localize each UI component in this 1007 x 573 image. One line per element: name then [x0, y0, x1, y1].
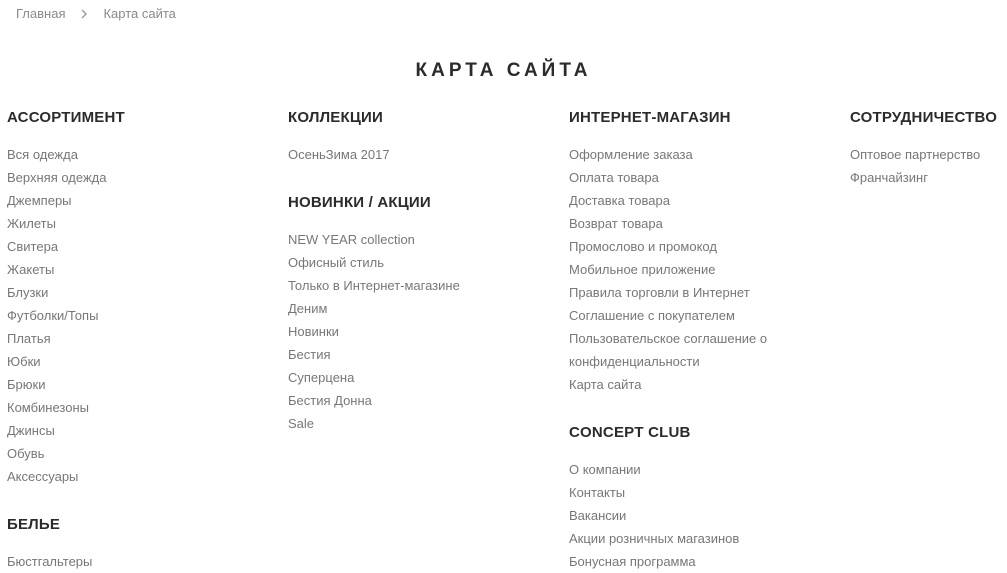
section-links — [569, 143, 829, 396]
section-title: CONCEPT CLUB — [569, 424, 691, 441]
list-item — [569, 481, 829, 504]
sitemap-link[interactable]: Пользовательское соглашение о — [569, 331, 768, 346]
sitemap-link[interactable]: Блузки — [7, 285, 49, 300]
sitemap-column-3 — [569, 108, 829, 573]
sitemap-link[interactable]: Платья — [7, 331, 51, 346]
section-title: АССОРТИМЕНТ — [7, 109, 125, 126]
sitemap-link[interactable]: О компании — [569, 462, 641, 477]
list-item — [7, 396, 267, 419]
list-item — [569, 166, 829, 189]
breadcrumb-current: Карта сайта — [103, 6, 176, 21]
page-title: КАРТА САЙТА — [415, 59, 592, 81]
sitemap-link[interactable]: Возврат товара — [569, 216, 663, 231]
sitemap-link[interactable]: Офисный стиль — [288, 255, 385, 270]
list-item — [7, 550, 267, 573]
list-item — [569, 373, 829, 396]
list-item — [7, 212, 267, 235]
sitemap-section — [850, 108, 1007, 189]
list-item — [288, 389, 548, 412]
section-title: НОВИНКИ / АКЦИИ — [288, 194, 431, 211]
list-item — [569, 527, 829, 550]
list-item — [7, 143, 267, 166]
list-item — [569, 550, 829, 573]
list-item — [288, 251, 548, 274]
list-item — [288, 297, 548, 320]
list-item — [7, 235, 267, 258]
list-item — [569, 143, 829, 166]
sitemap-link[interactable]: Оформление заказа — [569, 147, 693, 162]
list-item — [7, 258, 267, 281]
list-item — [288, 143, 548, 166]
section-links — [288, 143, 548, 166]
section-links — [7, 143, 267, 488]
sitemap-link[interactable]: Бонусная программа — [569, 554, 696, 569]
breadcrumb — [16, 6, 176, 21]
sitemap-link[interactable]: Sale — [288, 416, 315, 431]
list-item — [569, 504, 829, 527]
sitemap-link[interactable]: Доставка товара — [569, 193, 670, 208]
sitemap-link[interactable]: ОсеньЗима 2017 — [288, 147, 390, 162]
section-title: БЕЛЬЕ — [7, 516, 61, 533]
list-item — [7, 166, 267, 189]
sitemap-link[interactable]: Джемперы — [7, 193, 72, 208]
section-title: КОЛЛЕКЦИИ — [288, 109, 383, 126]
sitemap-link[interactable]: Новинки — [288, 324, 339, 339]
list-item — [288, 228, 548, 251]
sitemap-link[interactable]: Свитера — [7, 239, 59, 254]
list-item — [288, 320, 548, 343]
sitemap-link[interactable]: Промослово и промокод — [569, 239, 717, 254]
sitemap-link[interactable]: Франчайзинг — [850, 170, 928, 185]
sitemap-section — [569, 108, 829, 396]
sitemap-link[interactable]: Мобильное приложение — [569, 262, 716, 277]
list-item — [7, 304, 267, 327]
sitemap-section — [288, 108, 548, 166]
sitemap-link[interactable]: Жакеты — [7, 262, 55, 277]
sitemap-section — [7, 515, 267, 573]
sitemap-link[interactable]: Джинсы — [7, 423, 55, 438]
sitemap-column-4 — [850, 108, 1007, 189]
sitemap-link[interactable]: Комбинезоны — [7, 400, 89, 415]
sitemap-link[interactable]: Футболки/Топы — [7, 308, 99, 323]
list-item — [288, 343, 548, 366]
list-item — [569, 458, 829, 481]
sitemap-link[interactable]: Брюки — [7, 377, 46, 392]
list-item — [569, 235, 829, 258]
sitemap-link[interactable]: Суперцена — [288, 370, 355, 385]
list-item — [569, 327, 829, 350]
list-item — [569, 258, 829, 281]
sitemap-link[interactable]: Обувь — [7, 446, 45, 461]
list-item — [850, 143, 1007, 166]
breadcrumb-home-link[interactable]: Главная — [16, 6, 66, 21]
sitemap-link[interactable]: Вся одежда — [7, 147, 78, 162]
sitemap-link[interactable]: Акции розничных магазинов — [569, 531, 740, 546]
sitemap-link[interactable]: Бестия — [288, 347, 331, 362]
sitemap-link[interactable]: Аксессуары — [7, 469, 79, 484]
list-item — [569, 304, 829, 327]
sitemap-link[interactable]: конфиденциальности — [569, 354, 700, 369]
sitemap-section — [569, 423, 829, 573]
sitemap-link[interactable]: Верхняя одежда — [7, 170, 107, 185]
list-item — [7, 419, 267, 442]
list-item — [569, 189, 829, 212]
sitemap-link[interactable]: Бестия Донна — [288, 393, 372, 408]
list-item — [7, 373, 267, 396]
sitemap-link[interactable]: Оптовое партнерство — [850, 147, 981, 162]
list-item — [569, 281, 829, 304]
sitemap-link[interactable]: Карта сайта — [569, 377, 642, 392]
section-links — [7, 550, 267, 573]
section-links — [850, 143, 1007, 189]
sitemap-link[interactable]: Деним — [288, 301, 328, 316]
sitemap-column-1 — [7, 108, 267, 573]
list-item — [7, 465, 267, 488]
sitemap-link[interactable]: Оплата товара — [569, 170, 659, 185]
sitemap-link[interactable]: Правила торговли в Интернет — [569, 285, 750, 300]
list-item — [569, 212, 829, 235]
sitemap-column-2 — [288, 108, 548, 435]
section-links — [288, 228, 548, 435]
sitemap-link[interactable]: Соглашение с покупателем — [569, 308, 735, 323]
sitemap-link[interactable]: Только в Интернет-магазине — [288, 278, 460, 293]
list-item — [288, 366, 548, 389]
list-item — [850, 166, 1007, 189]
list-item — [7, 442, 267, 465]
sitemap-section — [7, 108, 267, 488]
list-item — [288, 274, 548, 297]
list-item — [7, 189, 267, 212]
list-item — [569, 350, 829, 373]
sitemap-link[interactable]: Контакты — [569, 485, 626, 500]
section-links — [569, 458, 829, 573]
section-title: СОТРУДНИЧЕСТВО — [850, 109, 998, 126]
section-title: ИНТЕРНЕТ-МАГАЗИН — [569, 109, 731, 126]
sitemap-link[interactable]: Вакансии — [569, 508, 627, 523]
sitemap-link[interactable]: Жилеты — [7, 216, 56, 231]
sitemap-link[interactable]: NEW YEAR collection — [288, 232, 415, 247]
sitemap-section — [288, 193, 548, 435]
chevron-right-icon — [77, 7, 91, 21]
list-item — [7, 350, 267, 373]
list-item — [7, 281, 267, 304]
list-item — [288, 412, 548, 435]
sitemap-link[interactable]: Бюстгальтеры — [7, 554, 93, 569]
sitemap-link[interactable]: Юбки — [7, 354, 41, 369]
list-item — [7, 327, 267, 350]
